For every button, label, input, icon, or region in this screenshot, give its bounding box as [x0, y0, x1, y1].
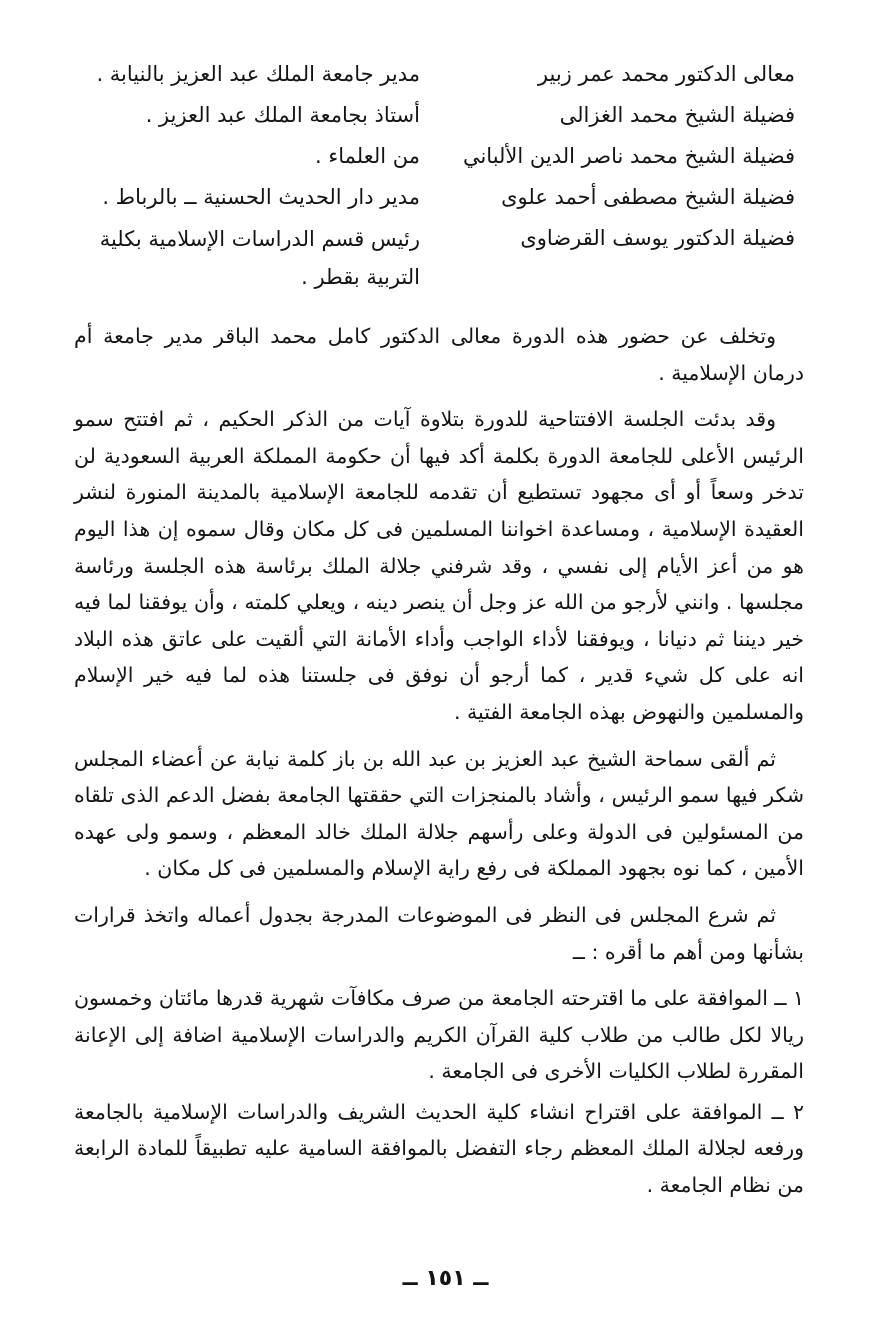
paragraph-decisions-intro: ثم شرع المجلس فى النظر فى الموضوعات المدرجة بجدول أعماله واتخذ قرارات بشأنها ومن أهم ما أقره : ــ: [74, 902, 804, 964]
page-number: ــ ١٥١ ــ: [402, 1266, 489, 1291]
member-role: من العلماء .: [315, 144, 420, 168]
member-role: مدير جامعة الملك عبد العزيز بالنيابة .: [96, 62, 420, 86]
paragraph-opening-session: وقد بدئت الجلسة الافتتاحية للدورة بتلاوة آيات من الذكر الحكيم ، ثم افتتح سمو الرئيس الأعلى للجامعة الدورة بكلمة أكد فيها أن حكومة المملكة العربية السعودية لن تدخر وسعاً أو أى مجهود تستطيع أن تقدمه للجامعة الإسلامية بالمدينة المنورة لنشر العقيدة الإسلامية ، ومساعدة اخواننا المسلمين فى كل مكان وقال سموه إن هذا اليوم هو من أعز الأيام إلى نفسي ، وقد شرفني جلالة الملك برئاسة هذه الجلسة ورئاسة مجلسها . وانني لأرجو من الله عز وجل أن ينصر دينه ، ويعلي كلمته ، وأن يوفقنا لما فيه خير ديننا ثم دنيانا ، ويوفقنا لأداء الواجب وأداء الأمانة التي ألقيت على عاتق هذه البلاد انه على كل شيء قدير ، كما أرجو أن نوفق فى جلستنا هذه لما فيه خير الإسلام والمسلمين والنهوض بهذه الجامعة الفتية .: [74, 407, 804, 724]
paragraph-bin-baz-speech: ثم ألقى سماحة الشيخ عبد العزيز بن عبد الله بن باز كلمة نيابة عن أعضاء المجلس شكر فيها سمو الرئيس ، وأشاد بالمنجزات التي حققتها الجامعة بفضل الدعم الذى تلقاه من المسئولين فى الدولة وعلى رأسهم جلالة الملك خالد المعظم ، وسمو ولى عهده الأمين ، كما نوه بجهود المملكة فى رفع راية الإسلام والمسلمين فى كل مكان .: [74, 746, 804, 881]
council-members-list: [70, 56, 795, 296]
member-role: مدير دار الحديث الحسنية ــ بالرباط .: [102, 185, 420, 209]
member-name: فضيلة الشيخ مصطفى أحمد علوى: [501, 185, 795, 209]
member-name: فضيلة الشيخ محمد ناصر الدين الألباني: [462, 144, 795, 168]
member-row: [70, 97, 795, 138]
member-row: [70, 138, 795, 179]
paragraph-absence: وتخلف عن حضور هذه الدورة معالى الدكتور كامل محمد الباقر مدير جامعة أم درمان الإسلامية .: [74, 324, 804, 385]
member-name: فضيلة الشيخ محمد الغزالى: [559, 103, 795, 127]
member-row: [70, 56, 795, 97]
member-name: فضيلة الدكتور يوسف القرضاوى: [520, 226, 795, 250]
member-role: أستاذ بجامعة الملك عبد العزيز .: [145, 103, 420, 127]
member-row: [70, 220, 795, 296]
member-role: رئيس قسم الدراسات الإسلامية بكلية التربية بقطر .: [99, 227, 420, 289]
body-text: [74, 318, 804, 1208]
member-row: [70, 179, 795, 220]
decision-item-1: ١ ــ الموافقة على ما اقترحته الجامعة من صرف مكافآت شهرية قدرها مائتان وخمسون ريالا لكل طالب من طلاب كلية القرآن الكريم والدراسات الإسلامية اضافة إلى الإعانة المقررة لطلاب الكليات الأخرى فى الجامعة .: [74, 986, 804, 1084]
member-name: معالى الدكتور محمد عمر زبير: [537, 62, 795, 86]
decision-item-2: ٢ ــ الموافقة على اقتراح انشاء كلية الحديث الشريف والدراسات الإسلامية بالجامعة ورفعه لجلالة الملك المعظم رجاء التفضل بالموافقة السامية عليه تطبيقاً للمادة الرابعة من نظام الجامعة .: [74, 1099, 804, 1198]
